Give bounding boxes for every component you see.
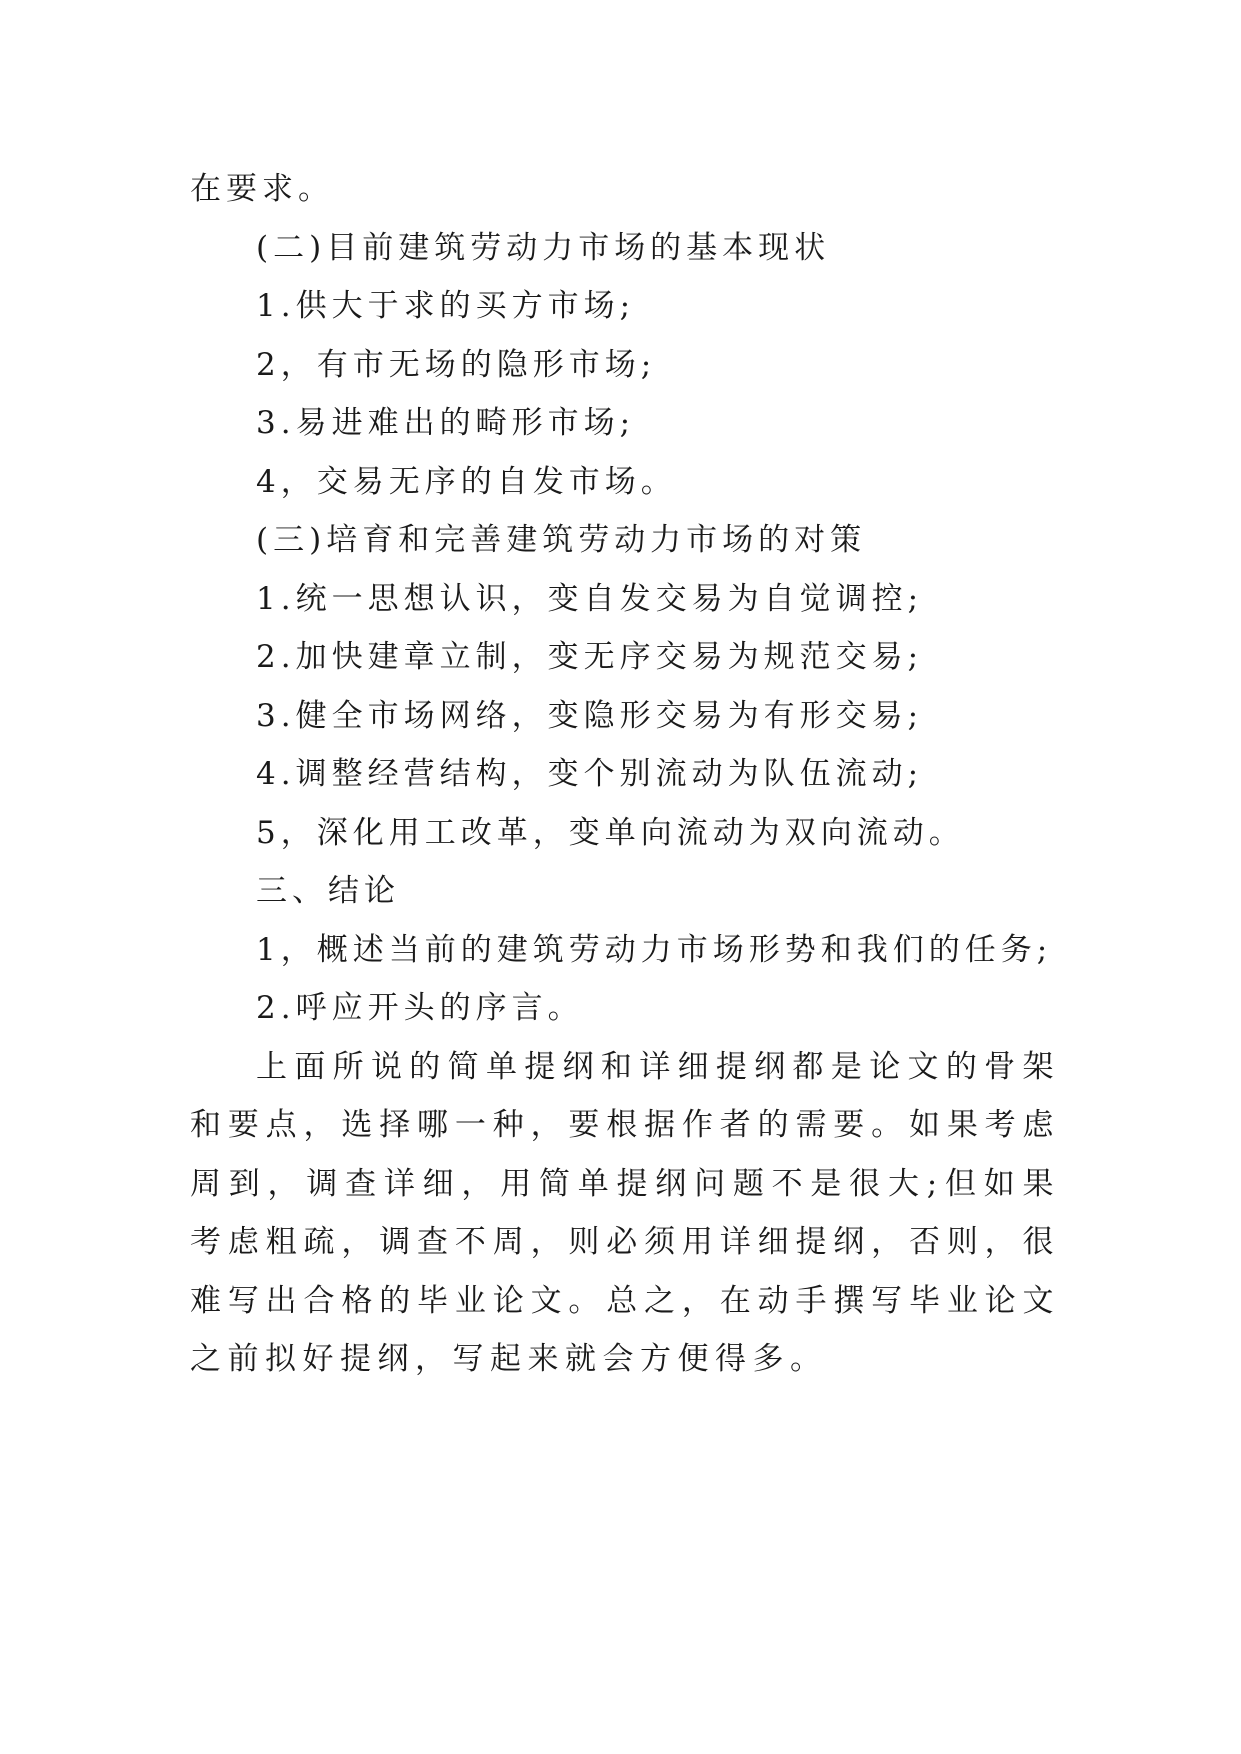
list-item: 1.统一思想认识，变自发交易为自觉调控; bbox=[256, 580, 924, 617]
list-item: 4.调整经营结构，变个别流动为队伍流动; bbox=[256, 756, 924, 792]
list-item: 4，交易无序的自发市场。 bbox=[256, 463, 677, 500]
section-heading-countermeasures: (三)培育和完善建筑劳动力市场的对策 bbox=[256, 522, 867, 558]
list-item: 1.供大于求的买方市场; bbox=[256, 288, 636, 324]
list-item: 3.易进难出的畸形市场; bbox=[256, 405, 636, 441]
section-heading-conclusion: 三、结论 bbox=[256, 873, 400, 909]
list-item: 5，深化用工改革，变单向流动为双向流动。 bbox=[256, 814, 965, 851]
list-item: 2，有市无场的隐形市场; bbox=[256, 346, 657, 383]
section-heading-current-status: (二)目前建筑劳动力市场的基本现状 bbox=[256, 229, 831, 266]
continuation-line: 在要求。 bbox=[190, 171, 334, 207]
list-item: 2.呼应开头的序言。 bbox=[256, 990, 584, 1026]
closing-paragraph: 上面所说的简单提纲和详细提纲都是论文的骨架和要点，选择哪一种，要根据作者的需要。如果考虑周到，调查详细，用简单提纲问题不是很大;但如果考虑粗疏，调查不周，则必须用详细提纲，否则，很难写出合格的毕业论文。总之，在动手撰写毕业论文之前拟好提纲，写起来就会方便得多。 bbox=[190, 1048, 1060, 1377]
list-item: 3.健全市场网络，变隐形交易为有形交易; bbox=[256, 697, 924, 734]
document-body bbox=[190, 160, 1060, 1389]
list-item: 1，概述当前的建筑劳动力市场形势和我们的任务; bbox=[256, 931, 1053, 968]
list-item: 2.加快建章立制，变无序交易为规范交易; bbox=[256, 639, 924, 675]
